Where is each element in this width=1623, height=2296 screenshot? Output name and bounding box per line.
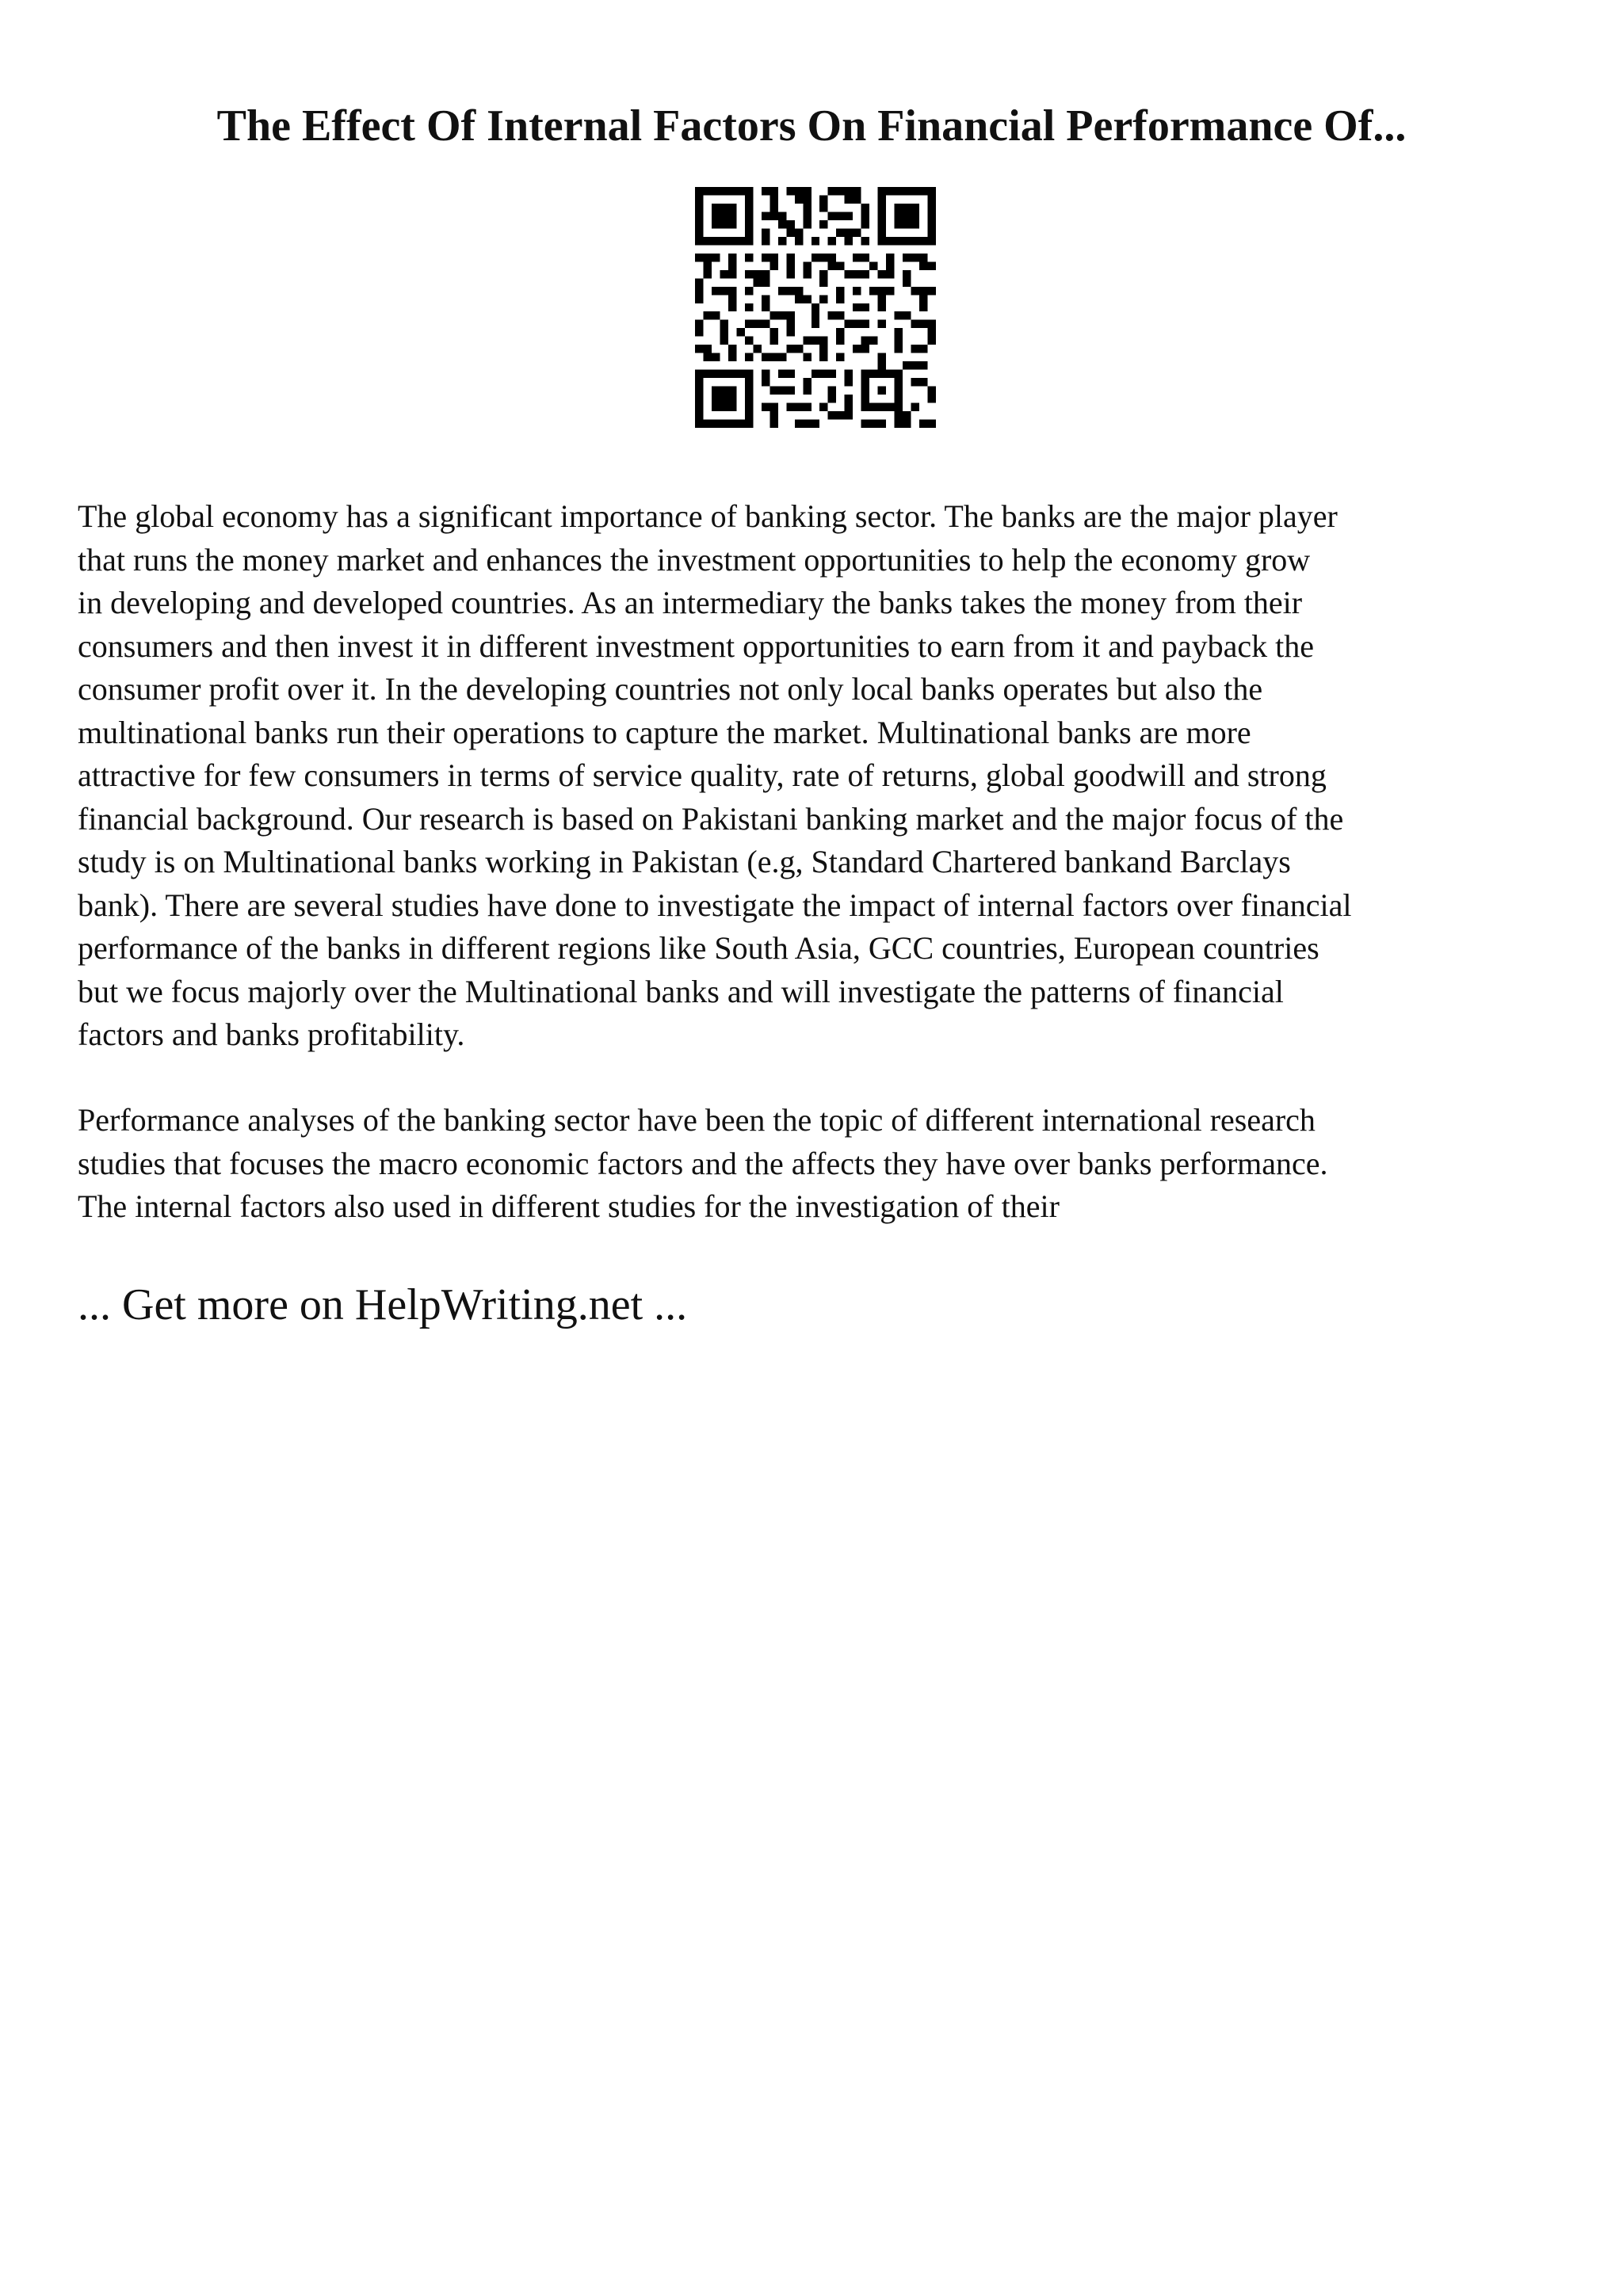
paragraph-1-line: The global economy has a significant importance of banking sector. The banks are the major player	[78, 498, 1338, 534]
paragraph-1-line: bank). There are several studies have done to investigate the impact of internal factors over financial	[78, 887, 1352, 923]
paragraph-1	[78, 495, 1583, 1057]
get-more-link[interactable]: ... Get more on HelpWriting.net ...	[78, 1280, 688, 1329]
paragraph-2-line: studies that focuses the macro economic factors and the affects they have over banks performance.	[78, 1145, 1328, 1181]
paragraph-1-line: multinational banks run their operations to capture the market. Multinational banks are more	[78, 714, 1251, 750]
paragraph-1-line: but we focus majorly over the Multinational banks and will investigate the patterns of financial	[78, 973, 1284, 1009]
document-title: The Effect Of Internal Factors On Financial Performance Of...	[216, 101, 1407, 151]
paragraph-2-line: The internal factors also used in different studies for the investigation of their	[78, 1188, 1060, 1224]
paragraph-1-line: study is on Multinational banks working in Pakistan (e.g, Standard Chartered bankand Barclays	[78, 844, 1291, 879]
paragraph-1-line: factors and banks profitability.	[78, 1016, 465, 1052]
paragraph-2	[78, 1099, 1583, 1229]
paragraph-1-line: consumer profit over it. In the developing countries not only local banks operates but also the	[78, 671, 1263, 707]
paragraph-1-line: in developing and developed countries. As an intermediary the banks takes the money from their	[78, 585, 1303, 620]
qr-code-icon[interactable]	[695, 187, 936, 428]
paragraph-1-line: attractive for few consumers in terms of service quality, rate of returns, global goodwill and strong	[78, 757, 1327, 793]
paragraph-1-line: performance of the banks in different regions like South Asia, GCC countries, European countries	[78, 930, 1319, 966]
paragraph-1-line: financial background. Our research is based on Pakistani banking market and the major focus of the	[78, 800, 1344, 837]
paragraph-1-line: that runs the money market and enhances the investment opportunities to help the economy grow	[78, 541, 1311, 578]
paragraph-1-line: consumers and then invest it in different investment opportunities to earn from it and payback the	[78, 627, 1314, 664]
paragraph-2-line: Performance analyses of the banking sector have been the topic of different international research	[78, 1102, 1316, 1138]
